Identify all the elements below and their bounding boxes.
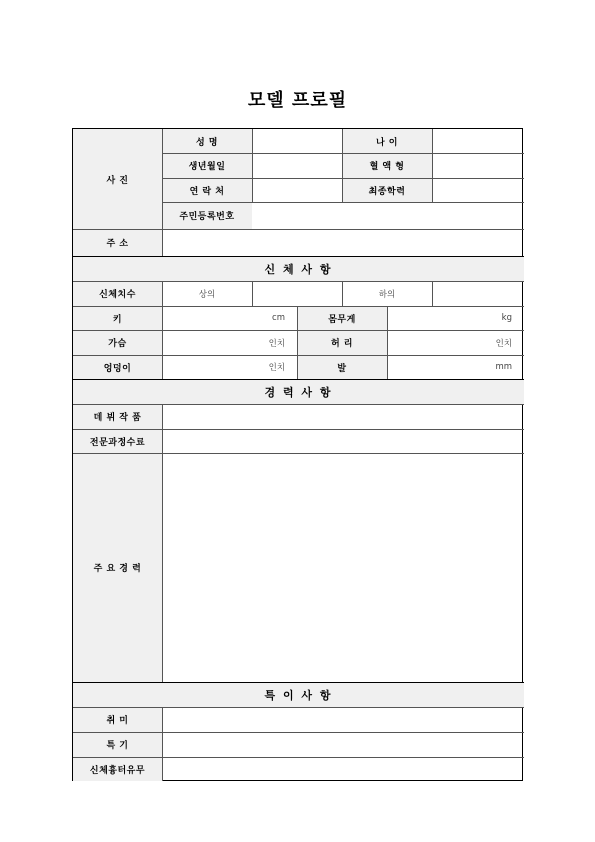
blood-type-field[interactable] <box>432 153 524 178</box>
hobby-label: 취 미 <box>106 716 129 726</box>
bottom-size-field[interactable] <box>432 281 524 306</box>
blood-type-label: 혈 액 형 <box>369 162 405 172</box>
foot-label: 발 <box>337 363 347 374</box>
page-title: 모델 프로필 <box>247 90 348 111</box>
education-label: 최종학력 <box>368 186 406 197</box>
foot-field[interactable]: mm <box>495 362 512 372</box>
age-field[interactable] <box>432 129 524 153</box>
hip-label: 엉덩이 <box>103 363 132 374</box>
contact-label: 연 락 처 <box>189 186 225 197</box>
course-field[interactable] <box>162 429 524 453</box>
course-label: 전문과정수료 <box>89 437 146 448</box>
section-career-title: 경 력 사 항 <box>264 386 333 399</box>
profile-form <box>72 128 523 781</box>
size-label: 신체치수 <box>99 290 136 300</box>
weight-label: 몸무게 <box>328 314 356 325</box>
hip-field[interactable]: 인치 <box>268 363 285 373</box>
contact-field[interactable] <box>252 178 342 202</box>
education-field[interactable] <box>432 178 524 202</box>
section-special-title: 특 이 사 항 <box>264 689 333 702</box>
talent-field[interactable] <box>162 732 524 757</box>
photo-label: 사 진 <box>106 175 129 186</box>
bottom-size-label: 하의 <box>378 289 396 300</box>
birth-label: 생년월일 <box>188 162 226 172</box>
resident-number-field[interactable] <box>252 202 524 229</box>
scar-tattoo-label: 신체흉터유무 <box>89 765 146 776</box>
age-label: 나 이 <box>375 137 399 148</box>
debut-label: 데 뷔 작 품 <box>93 413 142 423</box>
main-career-field[interactable] <box>162 453 524 682</box>
waist-label: 허 리 <box>330 339 354 349</box>
chest-label: 가슴 <box>108 339 127 349</box>
top-size-label: 상의 <box>198 289 216 300</box>
weight-field[interactable]: kg <box>501 313 512 323</box>
main-career-label: 주 요 경 력 <box>93 564 142 574</box>
resident-number-label: 주민등록번호 <box>179 212 235 222</box>
chest-field[interactable]: 인치 <box>268 338 285 349</box>
birth-field[interactable] <box>252 153 342 178</box>
top-size-field[interactable] <box>252 281 342 306</box>
height-label: 키 <box>112 314 123 325</box>
talent-label: 특 기 <box>106 741 129 751</box>
address-label: 주 소 <box>106 239 129 249</box>
waist-field[interactable]: 인치 <box>495 338 512 349</box>
scar-tattoo-field[interactable] <box>162 757 524 781</box>
section-body-title: 신 체 사 항 <box>264 263 333 276</box>
address-field[interactable] <box>162 229 524 256</box>
hobby-field[interactable] <box>162 707 524 732</box>
debut-field[interactable] <box>162 404 524 429</box>
height-field[interactable]: cm <box>272 313 285 323</box>
name-label: 성 명 <box>195 137 219 148</box>
name-field[interactable] <box>252 129 342 153</box>
